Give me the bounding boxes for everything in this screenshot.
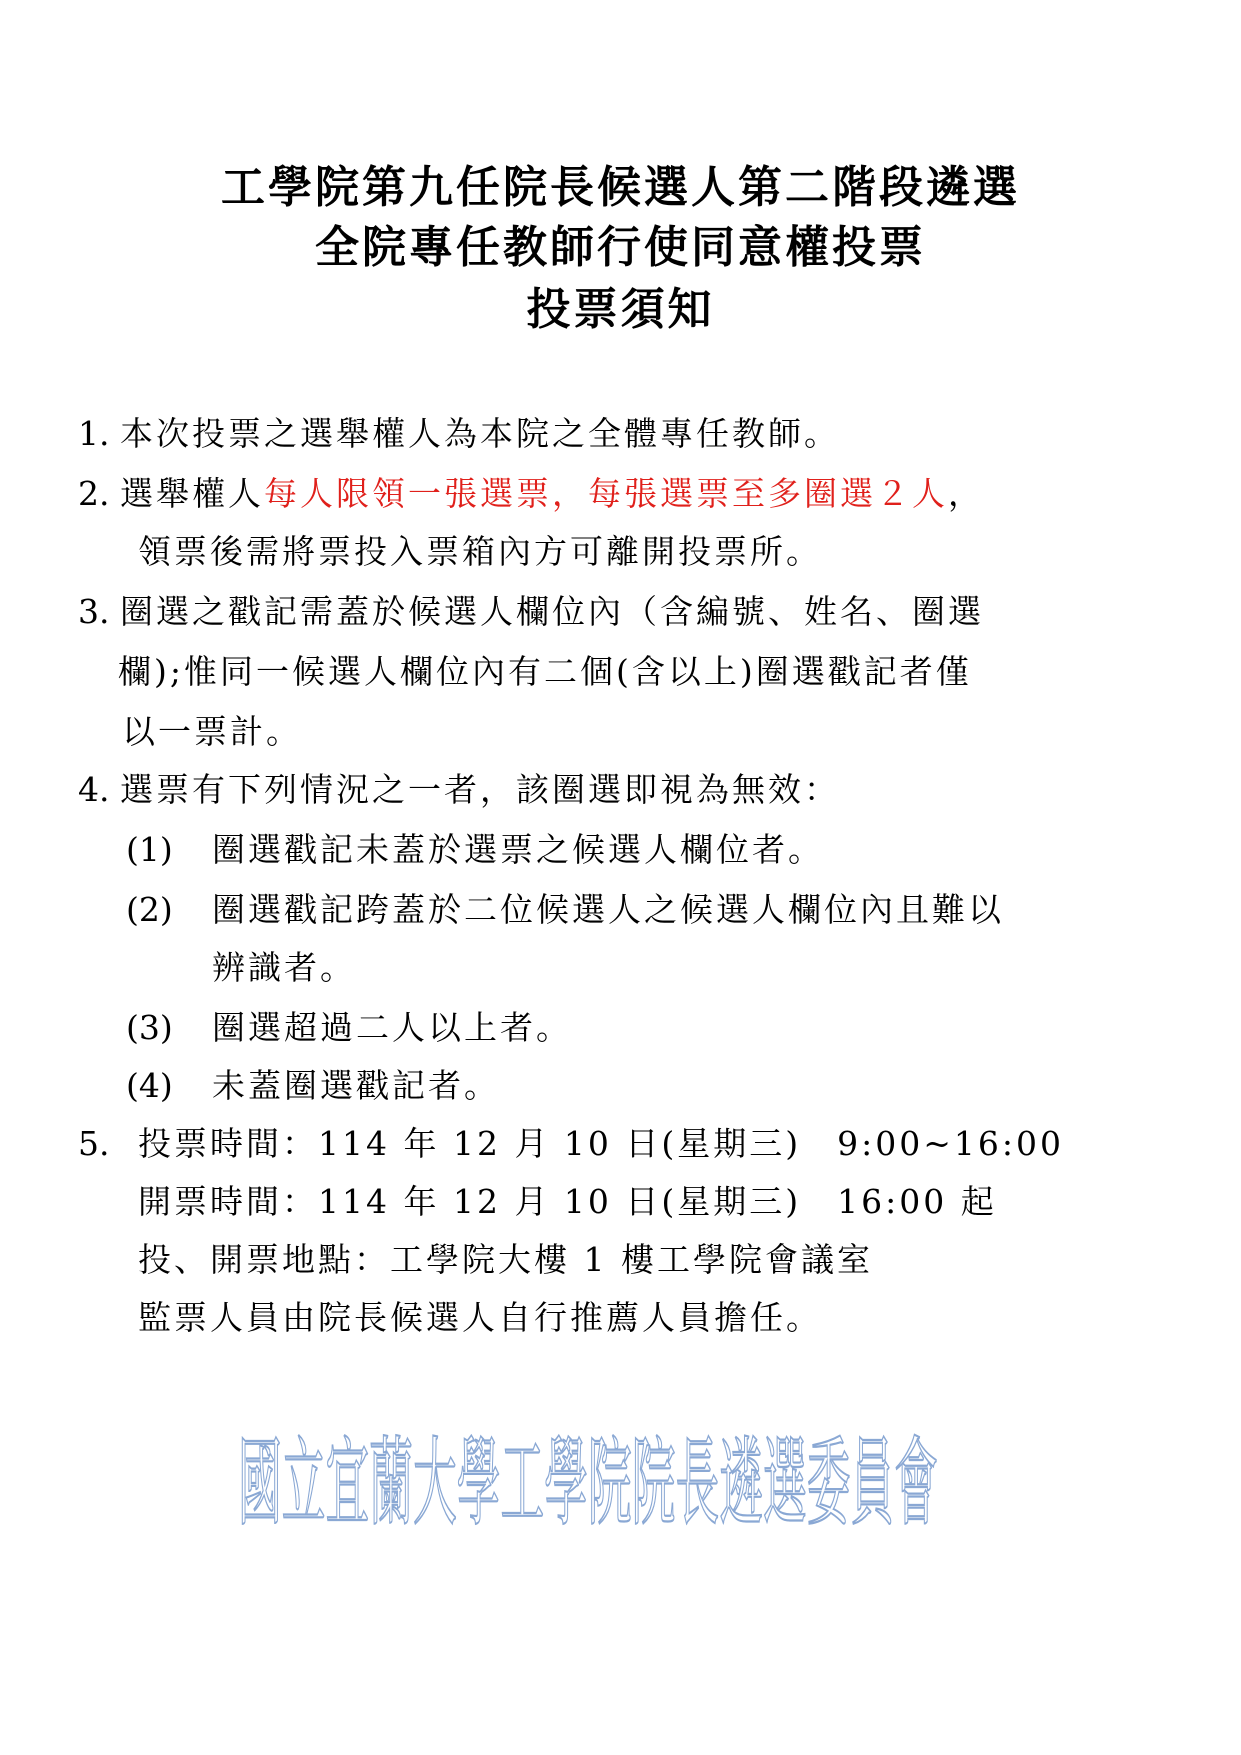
item-number: 1. bbox=[78, 414, 110, 453]
sub-item-text: 圈選戳記未蓋於選票之候選人欄位者。 bbox=[212, 830, 824, 869]
sub-item-text-continued: 辨識者。 bbox=[212, 948, 356, 987]
sub-item-number: (1) bbox=[126, 830, 173, 869]
item-text-line-2: 欄);惟同一候選人欄位內有二個(含以上)圈選戳記者僅 bbox=[118, 652, 972, 691]
item-number: 4. bbox=[78, 770, 110, 809]
item-text-highlight: 每人限領一張選票，每張選票至多圈選２人 bbox=[264, 474, 948, 513]
voting-location: 投、開票地點：工學院大樓 1 樓工學院會議室 bbox=[138, 1240, 873, 1279]
sub-item-number: (4) bbox=[126, 1066, 173, 1105]
sub-item-text: 圈選超過二人以上者。 bbox=[212, 1008, 572, 1047]
item-text-line-3: 以一票計。 bbox=[122, 712, 302, 751]
voting-time: 投票時間：114 年 12 月 10 日(星期三) 9:00~16:00 bbox=[138, 1124, 1065, 1163]
committee-stamp-text: 國立宜蘭大學工學院院長遴選委員會 bbox=[238, 1427, 938, 1534]
item-text: 本次投票之選舉權人為本院之全體專任教師。 bbox=[120, 414, 840, 453]
document-title-line-3: 投票須知 bbox=[526, 284, 715, 335]
sub-item-text: 未蓋圈選戳記者。 bbox=[212, 1066, 500, 1105]
sub-item-number: (3) bbox=[126, 1008, 173, 1047]
sub-item-text: 圈選戳記跨蓋於二位候選人之候選人欄位內且難以 bbox=[212, 890, 1004, 929]
item-text-prefix: 選舉權人 bbox=[120, 474, 264, 513]
committee-stamp bbox=[228, 1422, 948, 1534]
item-text-suffix: ， bbox=[948, 474, 984, 513]
item-text: 選票有下列情況之一者，該圈選即視為無效： bbox=[120, 770, 840, 809]
item-text-line-2: 領票後需將票投入票箱內方可離開投票所。 bbox=[138, 532, 822, 571]
item-number: 3. bbox=[78, 592, 110, 631]
item-text-line-1: 圈選之戳記需蓋於候選人欄位內（含編號、姓名、圈選 bbox=[120, 592, 984, 631]
item-number: 2. bbox=[78, 474, 110, 513]
counting-time: 開票時間：114 年 12 月 10 日(星期三) 16:00 起 bbox=[138, 1182, 997, 1221]
document-title-line-1: 工學院第九任院長候選人第二階段遴選 bbox=[221, 162, 1020, 213]
sub-item-number: (2) bbox=[126, 890, 173, 929]
item-text-line-1 bbox=[120, 472, 984, 516]
document-title-line-2: 全院專任教師行使同意權投票 bbox=[315, 222, 926, 273]
item-number: 5. bbox=[78, 1124, 110, 1163]
supervisor-note: 監票人員由院長候選人自行推薦人員擔任。 bbox=[138, 1298, 822, 1337]
